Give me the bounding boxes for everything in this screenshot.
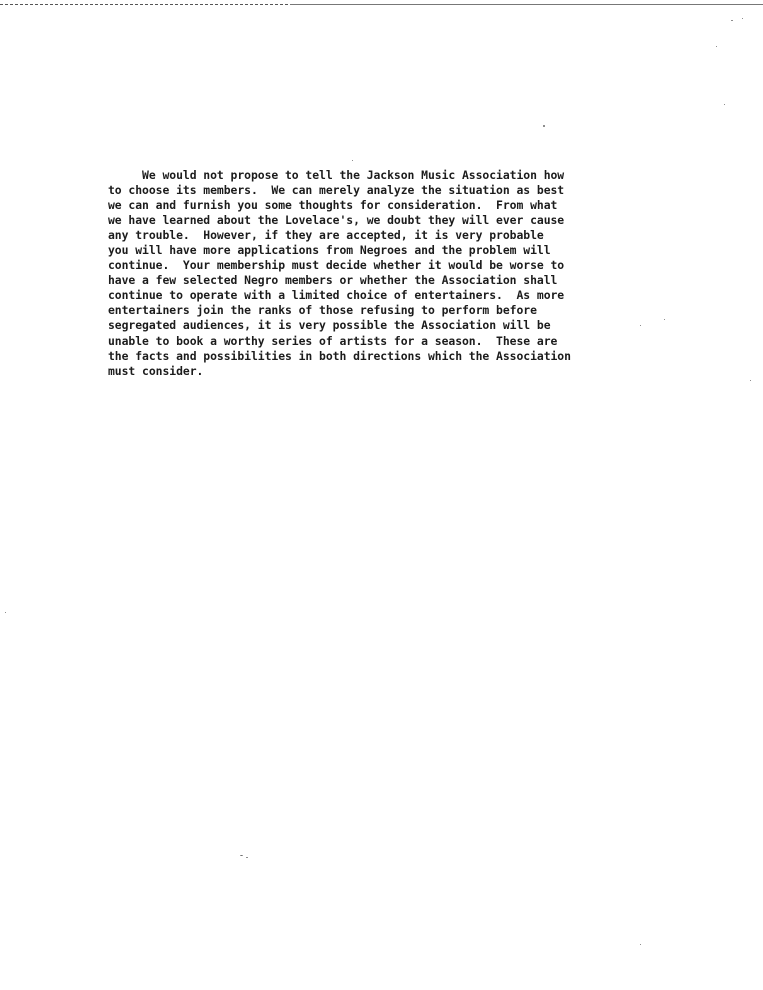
paragraph-line: continue to operate with a limited choice of entertainers. As more (108, 288, 565, 303)
paragraph-line: we have learned about the Lovelace's, we doubt they will ever cause (108, 213, 565, 228)
scan-speck (640, 944, 641, 945)
scan-speck (543, 125, 545, 127)
scan-speck (750, 380, 751, 381)
scan-speck (640, 325, 641, 326)
body-paragraph (108, 168, 648, 379)
paragraph-line: to choose its members. We can merely analyze the situation as best (108, 183, 565, 198)
scan-speck (742, 18, 743, 19)
paragraph-line: have a few selected Negro members or whether the Association shall (108, 273, 558, 288)
paragraph-line: must consider. (108, 363, 204, 378)
paragraph-line: segregated audiences, it is very possible the Association will be (108, 318, 551, 333)
top-edge-rule-solid (290, 4, 763, 5)
scan-speck (240, 855, 243, 856)
paragraph-line: We would not propose to tell the Jackson Music Association how (108, 168, 565, 182)
scan-speck (352, 160, 353, 161)
paragraph-line: entertainers join the ranks of those refusing to perform before (108, 303, 537, 318)
scan-speck (246, 857, 248, 858)
paragraph-line: the facts and possibilities in both directions which the Association (108, 348, 571, 363)
paragraph-line: we can and furnish you some thoughts for consideration. From what (108, 198, 558, 213)
paragraph-line: any trouble. However, if they are accepted, it is very probable (108, 228, 544, 243)
scan-speck (5, 612, 6, 613)
paragraph-line: unable to book a worthy series of artists for a season. These are (108, 333, 558, 348)
scan-speck (731, 20, 733, 21)
scan-speck (664, 319, 665, 320)
scan-speck (716, 46, 717, 47)
scan-speck (724, 104, 725, 105)
paragraph-line: you will have more applications from Negroes and the problem will (108, 243, 551, 258)
paragraph-line: continue. Your membership must decide whether it would be worse to (108, 258, 565, 273)
